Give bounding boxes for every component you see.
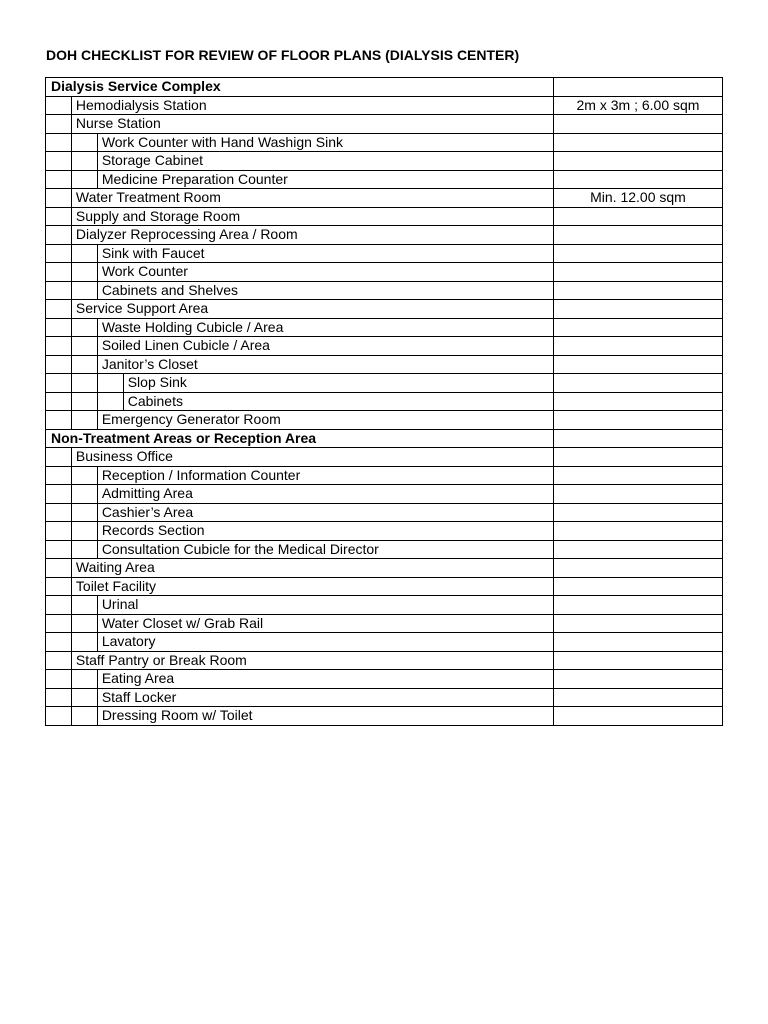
item-label: Nurse Station: [71, 115, 553, 134]
indent-cell: [46, 651, 72, 670]
checklist-row: [46, 281, 723, 300]
indent-cell: [46, 244, 72, 263]
checklist-row: [46, 670, 723, 689]
requirement-cell: [553, 411, 722, 430]
indent-cell: [46, 281, 72, 300]
requirement-cell: [553, 559, 722, 578]
item-label: Reception / Information Counter: [97, 466, 553, 485]
item-label: Water Treatment Room: [71, 189, 553, 208]
requirement-cell: [553, 207, 722, 226]
indent-cell: [71, 281, 97, 300]
section-title: Non-Treatment Areas or Reception Area: [46, 429, 554, 448]
checklist-body: [46, 78, 723, 726]
requirement-cell: [553, 429, 722, 448]
item-label: Records Section: [97, 522, 553, 541]
indent-cell: [46, 707, 72, 726]
indent-cell: [46, 207, 72, 226]
checklist-row: [46, 115, 723, 134]
indent-cell: [71, 337, 97, 356]
item-label: Janitor’s Closet: [97, 355, 553, 374]
checklist-row: [46, 244, 723, 263]
item-label: Urinal: [97, 596, 553, 615]
indent-cell: [71, 263, 97, 282]
item-label: Storage Cabinet: [97, 152, 553, 171]
indent-cell: [46, 263, 72, 282]
item-label: Waste Holding Cubicle / Area: [97, 318, 553, 337]
checklist-row: [46, 207, 723, 226]
requirement-cell: [553, 485, 722, 504]
checklist-row: [46, 152, 723, 171]
item-label: Toilet Facility: [71, 577, 553, 596]
indent-cell: [71, 522, 97, 541]
requirement-cell: [553, 374, 722, 393]
item-label: Cabinets: [123, 392, 553, 411]
indent-cell: [46, 133, 72, 152]
indent-cell: [71, 503, 97, 522]
indent-cell: [97, 392, 123, 411]
checklist-row: [46, 189, 723, 208]
indent-cell: [46, 485, 72, 504]
checklist-row: [46, 318, 723, 337]
indent-cell: [46, 540, 72, 559]
indent-cell: [46, 633, 72, 652]
checklist-row: [46, 448, 723, 467]
checklist-row: [46, 374, 723, 393]
checklist-row: [46, 633, 723, 652]
indent-cell: [71, 670, 97, 689]
indent-cell: [46, 152, 72, 171]
requirement-cell: [553, 448, 722, 467]
item-label: Consultation Cubicle for the Medical Director: [97, 540, 553, 559]
checklist-row: [46, 300, 723, 319]
requirement-cell: [553, 670, 722, 689]
checklist-row: [46, 411, 723, 430]
item-label: Eating Area: [97, 670, 553, 689]
indent-cell: [46, 448, 72, 467]
item-label: Hemodialysis Station: [71, 96, 553, 115]
indent-cell: [46, 96, 72, 115]
indent-cell: [46, 559, 72, 578]
requirement-cell: [553, 318, 722, 337]
requirement-cell: [553, 651, 722, 670]
item-label: Emergency Generator Room: [97, 411, 553, 430]
item-label: Staff Pantry or Break Room: [71, 651, 553, 670]
indent-cell: [71, 411, 97, 430]
section-header-row: [46, 78, 723, 97]
requirement-cell: [553, 170, 722, 189]
indent-cell: [46, 596, 72, 615]
item-label: Admitting Area: [97, 485, 553, 504]
requirement-cell: [553, 337, 722, 356]
indent-cell: [46, 189, 72, 208]
requirement-cell: [553, 392, 722, 411]
requirement-cell: [553, 263, 722, 282]
indent-cell: [71, 688, 97, 707]
requirement-cell: [553, 78, 722, 97]
checklist-row: [46, 540, 723, 559]
checklist-row: [46, 707, 723, 726]
indent-cell: [46, 115, 72, 134]
checklist-row: [46, 596, 723, 615]
item-label: Waiting Area: [71, 559, 553, 578]
requirement-cell: [553, 466, 722, 485]
item-label: Dressing Room w/ Toilet: [97, 707, 553, 726]
item-label: Slop Sink: [123, 374, 553, 393]
checklist-row: [46, 577, 723, 596]
requirement-cell: [553, 281, 722, 300]
requirement-cell: [553, 596, 722, 615]
indent-cell: [71, 485, 97, 504]
item-label: Water Closet w/ Grab Rail: [97, 614, 553, 633]
requirement-cell: [553, 688, 722, 707]
requirement-cell: [553, 522, 722, 541]
indent-cell: [46, 226, 72, 245]
checklist-row: [46, 392, 723, 411]
indent-cell: [46, 318, 72, 337]
indent-cell: [71, 596, 97, 615]
item-label: Staff Locker: [97, 688, 553, 707]
requirement-cell: [553, 300, 722, 319]
item-label: Supply and Storage Room: [71, 207, 553, 226]
item-label: Medicine Preparation Counter: [97, 170, 553, 189]
checklist-row: [46, 688, 723, 707]
requirement-cell: Min. 12.00 sqm: [553, 189, 722, 208]
checklist-row: [46, 170, 723, 189]
indent-cell: [71, 392, 97, 411]
indent-cell: [46, 466, 72, 485]
section-title: Dialysis Service Complex: [46, 78, 554, 97]
indent-cell: [97, 374, 123, 393]
indent-cell: [46, 374, 72, 393]
requirement-cell: [553, 115, 722, 134]
item-label: Sink with Faucet: [97, 244, 553, 263]
item-label: Lavatory: [97, 633, 553, 652]
indent-cell: [46, 392, 72, 411]
indent-cell: [46, 300, 72, 319]
indent-cell: [46, 522, 72, 541]
indent-cell: [46, 688, 72, 707]
indent-cell: [46, 614, 72, 633]
checklist-row: [46, 226, 723, 245]
checklist-row: [46, 355, 723, 374]
item-label: Dialyzer Reprocessing Area / Room: [71, 226, 553, 245]
requirement-cell: [553, 503, 722, 522]
item-label: Work Counter: [97, 263, 553, 282]
indent-cell: [46, 670, 72, 689]
indent-cell: [46, 577, 72, 596]
item-label: Business Office: [71, 448, 553, 467]
checklist-row: [46, 651, 723, 670]
item-label: Soiled Linen Cubicle / Area: [97, 337, 553, 356]
indent-cell: [71, 244, 97, 263]
checklist-row: [46, 96, 723, 115]
indent-cell: [71, 633, 97, 652]
indent-cell: [71, 133, 97, 152]
indent-cell: [46, 355, 72, 374]
indent-cell: [71, 318, 97, 337]
requirement-cell: [553, 133, 722, 152]
checklist-row: [46, 263, 723, 282]
indent-cell: [71, 170, 97, 189]
requirement-cell: [553, 226, 722, 245]
requirement-cell: [553, 152, 722, 171]
section-header-row: [46, 429, 723, 448]
indent-cell: [46, 337, 72, 356]
indent-cell: [71, 355, 97, 374]
indent-cell: [71, 707, 97, 726]
checklist-row: [46, 503, 723, 522]
requirement-cell: [553, 244, 722, 263]
indent-cell: [46, 503, 72, 522]
requirement-cell: [553, 577, 722, 596]
checklist-row: [46, 466, 723, 485]
indent-cell: [46, 411, 72, 430]
checklist-row: [46, 522, 723, 541]
indent-cell: [71, 152, 97, 171]
indent-cell: [46, 170, 72, 189]
document-title: DOH CHECKLIST FOR REVIEW OF FLOOR PLANS (DIALYSIS CENTER): [46, 47, 520, 63]
floor-plan-checklist-table: [45, 77, 723, 726]
checklist-row: [46, 559, 723, 578]
requirement-cell: [553, 540, 722, 559]
requirement-cell: 2m x 3m ; 6.00 sqm: [553, 96, 722, 115]
requirement-cell: [553, 633, 722, 652]
item-label: Work Counter with Hand Washign Sink: [97, 133, 553, 152]
requirement-cell: [553, 355, 722, 374]
requirement-cell: [553, 707, 722, 726]
checklist-row: [46, 337, 723, 356]
checklist-row: [46, 485, 723, 504]
checklist-row: [46, 133, 723, 152]
item-label: Service Support Area: [71, 300, 553, 319]
indent-cell: [71, 466, 97, 485]
indent-cell: [71, 540, 97, 559]
item-label: Cashier’s Area: [97, 503, 553, 522]
checklist-row: [46, 614, 723, 633]
indent-cell: [71, 374, 97, 393]
indent-cell: [71, 614, 97, 633]
item-label: Cabinets and Shelves: [97, 281, 553, 300]
requirement-cell: [553, 614, 722, 633]
